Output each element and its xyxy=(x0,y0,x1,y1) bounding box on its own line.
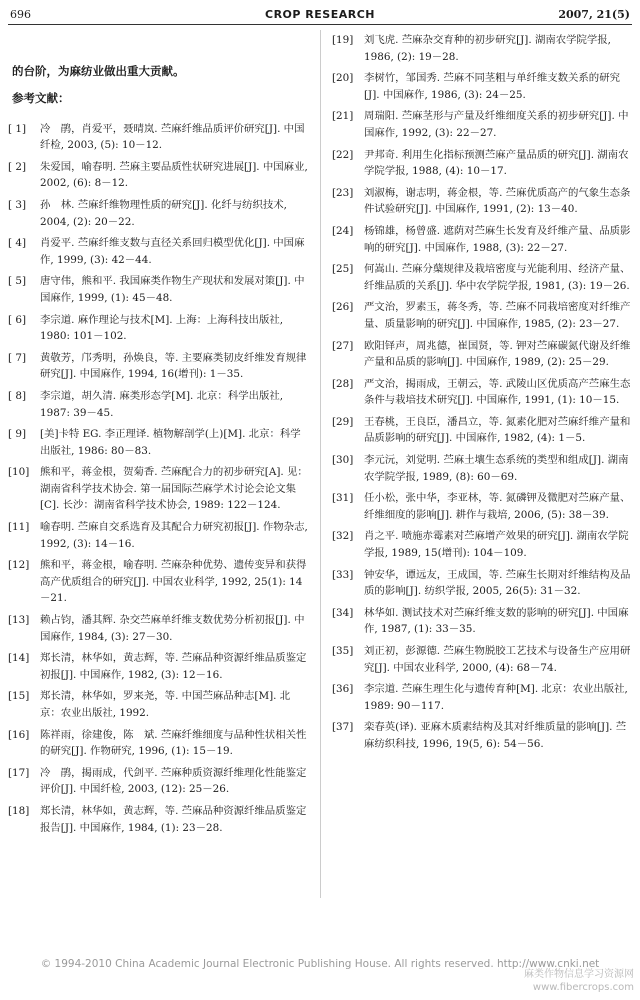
reference-text: [美]卡特 EG. 李正理译. 植物解剖学(上)[M]. 北京：科学出版社, 1986: 80－83. xyxy=(40,428,301,457)
reference-text: 冷 鹃，肖爱平，聂晴岚. 苎麻纤维品质评价研究[J]. 中国纤检, 2003, (5): 10－12. xyxy=(40,122,305,152)
reference-number: [ 7] xyxy=(8,351,27,364)
reference-number: [23] xyxy=(332,186,354,199)
reference-item xyxy=(332,261,632,294)
reference-text: 熊和平，蒋金根，喻春明. 苎麻杂种优势、遗传变异和获得高产优质组合的研究[J]. 中国农业科学, 1992, 25(1): 14－21. xyxy=(40,559,307,605)
reference-text: 朱爱国，喻春明. 苎麻主要品质性状研究进展[J]. 中国麻业, 2002, (6): 8－12. xyxy=(40,160,308,190)
reference-item xyxy=(332,376,632,409)
watermark-line-1: 麻类作物信息学习资源网 xyxy=(524,969,634,980)
reference-item xyxy=(332,223,632,256)
reference-item xyxy=(8,235,308,268)
reference-item xyxy=(8,727,308,760)
reference-item xyxy=(8,650,308,683)
reference-text: 刘淑梅，谢志明，蒋金根，等. 苎麻优质高产的气象生态条件试验研究[J]. 中国麻作, 1991, (2): 13－40. xyxy=(364,186,631,216)
reference-item xyxy=(332,490,632,523)
reference-number: [36] xyxy=(332,683,354,696)
reference-item xyxy=(8,464,308,514)
reference-number: [13] xyxy=(8,614,30,627)
reference-item xyxy=(332,147,632,180)
reference-number: [37] xyxy=(332,721,354,734)
reference-number: [18] xyxy=(8,804,30,817)
reference-text: 李宗道. 苎麻生理生化与遗传育种[M]. 北京：农业出版社, 1989: 90－117. xyxy=(364,683,628,712)
reference-item xyxy=(8,159,308,192)
reference-item xyxy=(332,719,632,752)
reference-list-left xyxy=(8,121,308,837)
reference-item xyxy=(8,121,308,154)
reference-number: [19] xyxy=(332,34,354,46)
reference-text: 刘正初，彭源德. 苎麻生物脱胶工艺技术与设备生产应用研究[J]. 中国农业科学, 2000, (4): 68－74. xyxy=(364,645,631,674)
reference-item xyxy=(8,765,308,798)
reference-item xyxy=(8,426,308,459)
left-column xyxy=(8,32,308,841)
reference-number: [ 3] xyxy=(8,198,27,211)
right-column xyxy=(332,32,632,758)
reference-number: [20] xyxy=(332,72,354,85)
reference-item xyxy=(332,108,632,141)
reference-text: 严文治，揭雨成，王朝云，等. 武陵山区优质高产苎麻生态条件与栽培技术研究[J]. 中国麻作, 1991, (1): 10－15. xyxy=(364,377,631,407)
reference-number: [17] xyxy=(8,766,30,779)
reference-number: [14] xyxy=(8,652,30,665)
reference-text: 陈祥雨，徐建俊，陈 斌. 苎麻纤维细度与品种性状相关性的研究[J]. 作物研究, 1996, (1): 15－19. xyxy=(40,728,307,758)
site-watermark xyxy=(524,968,634,994)
reference-number: [12] xyxy=(8,559,30,572)
reference-text: 唐守伟，熊和平. 我国麻类作物生产现状和发展对策[J]. 中国麻作, 1999, (1): 45－48. xyxy=(40,275,305,304)
reference-item xyxy=(332,567,632,600)
reference-list-right xyxy=(332,32,632,753)
reference-number: [28] xyxy=(332,377,354,390)
reference-item xyxy=(8,350,308,383)
reference-number: [11] xyxy=(8,521,30,534)
reference-number: [34] xyxy=(332,606,354,619)
reference-text: 严文治，罗素玉，蒋冬秀，等. 苎麻不同栽培密度对纤维产量、质量影响的研究[J]. 中国麻作, 1985, (2): 23－27. xyxy=(364,301,631,330)
reference-number: [22] xyxy=(332,148,354,161)
reference-item xyxy=(332,70,632,103)
reference-number: [ 1] xyxy=(8,122,27,135)
reference-text: 钟安华，谭远友，王成国，等. 苎麻生长期对纤维结构及品质的影响[J]. 纺织学报, 2005, 26(5): 31－32. xyxy=(364,568,631,598)
copyright-footer: © 1994-2010 China Academic Journal Electronic Publishing House. All rights reserved. http://www.cnki.net xyxy=(40,958,600,970)
reference-text: 任小松，张中华，李亚林，等. 氮磷钾及微肥对苎麻产量、纤维细度的影响[J]. 耕作与栽培, 2006, (5): 38－39. xyxy=(364,492,631,521)
issue-info: 2007, 21(5) xyxy=(558,8,630,21)
references-heading: 参考文献： xyxy=(12,91,70,105)
reference-number: [10] xyxy=(8,466,30,479)
lead-paragraph: 的台阶，为麻纺业做出重大贡献。 xyxy=(12,64,185,78)
reference-item xyxy=(332,452,632,485)
reference-item xyxy=(332,299,632,332)
reference-item xyxy=(332,528,632,561)
reference-text: 喻春明. 苎麻自交系选育及其配合力研究初报[J]. 作物杂志, 1992, (3): 14－16. xyxy=(40,521,308,550)
reference-number: [27] xyxy=(332,339,354,352)
reference-item xyxy=(8,557,308,607)
reference-text: 郑长清，林华如，黄志辉，等. 苎麻品种资源纤维品质鉴定初报[J]. 中国麻作, 1982, (3): 12－16. xyxy=(40,652,307,681)
reference-number: [ 6] xyxy=(8,313,27,326)
reference-number: [35] xyxy=(332,645,354,657)
reference-item xyxy=(332,338,632,371)
reference-number: [ 8] xyxy=(8,389,27,402)
reference-text: 李树竹，邹国秀. 苎麻不同茎粗与单纤维支数关系的研究[J]. 中国麻作, 1986, (3): 24－25. xyxy=(364,72,620,101)
reference-text: 杨锦雄，杨曾盛. 遮荫对苎麻生长发育及纤维产量、品质影响的研究[J]. 中国麻作, 1988, (3): 22－27. xyxy=(364,224,631,254)
reference-text: 欧阳铎声，周兆德，崔国贤，等. 钾对苎麻碳氮代谢及纤维产量和品质的影响[J]. 中国麻作, 1989, (2): 25－29. xyxy=(364,339,631,369)
reference-number: [29] xyxy=(332,415,354,428)
reference-text: 李宗道，胡久清. 麻类形态学[M]. 北京：科学出版社, 1987: 39－45. xyxy=(40,389,284,419)
reference-item xyxy=(8,612,308,645)
reference-number: [15] xyxy=(8,690,30,703)
reference-item xyxy=(332,643,632,676)
reference-text: 黄敬芳，邝秀明，孙焕良，等. 主要麻类韧皮纤维发育规律研究[J]. 中国麻作, 1994, 16(增刊): 1－35. xyxy=(40,351,307,381)
reference-item xyxy=(8,803,308,836)
reference-number: [33] xyxy=(332,568,354,581)
reference-number: [24] xyxy=(332,224,354,237)
reference-text: 栾春英(译). 亚麻木质素结构及其对纤维质量的影响[J]. 苎麻纺织科技, 1996, 19(5, 6): 54－56. xyxy=(364,721,627,750)
reference-text: 周瑞阳. 苎麻茎形与产量及纤维细度关系的初步研究[J]. 中国麻作, 1992, (3): 22－27. xyxy=(364,110,629,139)
reference-text: 肖之平. 喷施赤霉素对苎麻增产效果的研究[J]. 湖南农学院学报, 1989, 15(增刊): 104－109. xyxy=(364,530,629,560)
reference-number: [21] xyxy=(332,110,354,123)
reference-text: 熊和平，蒋金根，贺菊香. 苎麻配合力的初步研究[A]. 见：湖南省科学技术协会. 第一届国际苎麻学术讨论会论文集[C]. 长沙：湖南省科学技术协会, 1989: 122－124. xyxy=(40,466,308,512)
reference-text: 郑长清，林华如，罗来尧，等. 中国苎麻品种志[M]. 北京：农业出版社, 1992. xyxy=(40,690,291,719)
reference-text: 李宗道. 麻作理论与技术[M]. 上海：上海科技出版社, 1980: 101－102. xyxy=(40,313,284,343)
reference-number: [ 2] xyxy=(8,160,27,173)
reference-number: [ 5] xyxy=(8,275,27,288)
watermark-line-2: www.fibercrops.com xyxy=(532,982,634,993)
reference-text: 赖占钧，潘其辉. 杂交苎麻单纤维支数优势分析初报[J]. 中国麻作, 1984, (3): 27－30. xyxy=(40,614,305,643)
journal-name: CROP RESEARCH xyxy=(265,8,375,21)
column-divider xyxy=(320,30,321,898)
reference-number: [25] xyxy=(332,263,354,276)
reference-text: 肖爱平. 苎麻纤维支数与直径关系回归模型优化[J]. 中国麻作, 1999, (3): 42－44. xyxy=(40,237,305,266)
reference-item xyxy=(332,681,632,714)
reference-number: [31] xyxy=(332,492,354,505)
reference-item xyxy=(332,605,632,638)
reference-text: 王春桃，王良臣，潘昌立，等. 氮素化肥对苎麻纤维产量和品质影响的研究[J]. 中国麻作, 1982, (4): 1－5. xyxy=(364,415,631,445)
reference-item xyxy=(8,197,308,230)
reference-number: [16] xyxy=(8,728,30,741)
reference-item xyxy=(332,32,632,65)
reference-item xyxy=(8,519,308,552)
reference-text: 孙 林. 苎麻纤维物理性质的研究[J]. 化纤与纺织技术, 2004, (2): 20－22. xyxy=(40,198,287,228)
reference-number: [ 4] xyxy=(8,237,27,250)
reference-item xyxy=(332,185,632,218)
reference-number: [26] xyxy=(332,301,354,314)
reference-text: 尹邦奇. 利用生化指标预测苎麻产量品质的研究[J]. 湖南农学院学报, 1988, (4): 10－17. xyxy=(364,148,629,178)
page-number: 696 xyxy=(10,8,31,21)
reference-text: 刘飞虎. 苎麻杂交育种的初步研究[J]. 湖南农学院学报, 1986, (2): 19－28. xyxy=(364,34,611,63)
reference-item xyxy=(8,388,308,421)
reference-item xyxy=(8,688,308,721)
reference-text: 李元沅，刘觉明. 苎麻土壤生态系统的类型和组成[J]. 湖南农学院学报, 1989, (8): 60－69. xyxy=(364,454,629,483)
reference-item xyxy=(8,312,308,345)
reference-number: [30] xyxy=(332,454,354,467)
reference-item xyxy=(8,273,308,306)
reference-text: 郑长清，林华如，黄志辉，等. 苎麻品种资源纤维品质鉴定报告[J]. 中国麻作, 1984, (1): 23－28. xyxy=(40,804,307,834)
reference-text: 冷 鹃，揭雨成，代剑平. 苎麻种质资源纤维理化性能鉴定评价[J]. 中国纤检, 2003, (12): 25－26. xyxy=(40,766,307,796)
reference-number: [32] xyxy=(332,530,354,543)
reference-number: [ 9] xyxy=(8,428,27,441)
header-rule xyxy=(8,24,632,25)
reference-text: 何嵩山. 苎麻分蘖规律及栽培密度与光能利用、经济产量、纤维品质的关系[J]. 华中农学院学报, 1981, (3): 19－26. xyxy=(364,263,631,292)
running-header xyxy=(8,4,632,26)
reference-item xyxy=(332,414,632,447)
reference-text: 林华如. 测试技术对苎麻纤维支数的影响的研究[J]. 中国麻作, 1987, (1): 33－35. xyxy=(364,606,629,636)
